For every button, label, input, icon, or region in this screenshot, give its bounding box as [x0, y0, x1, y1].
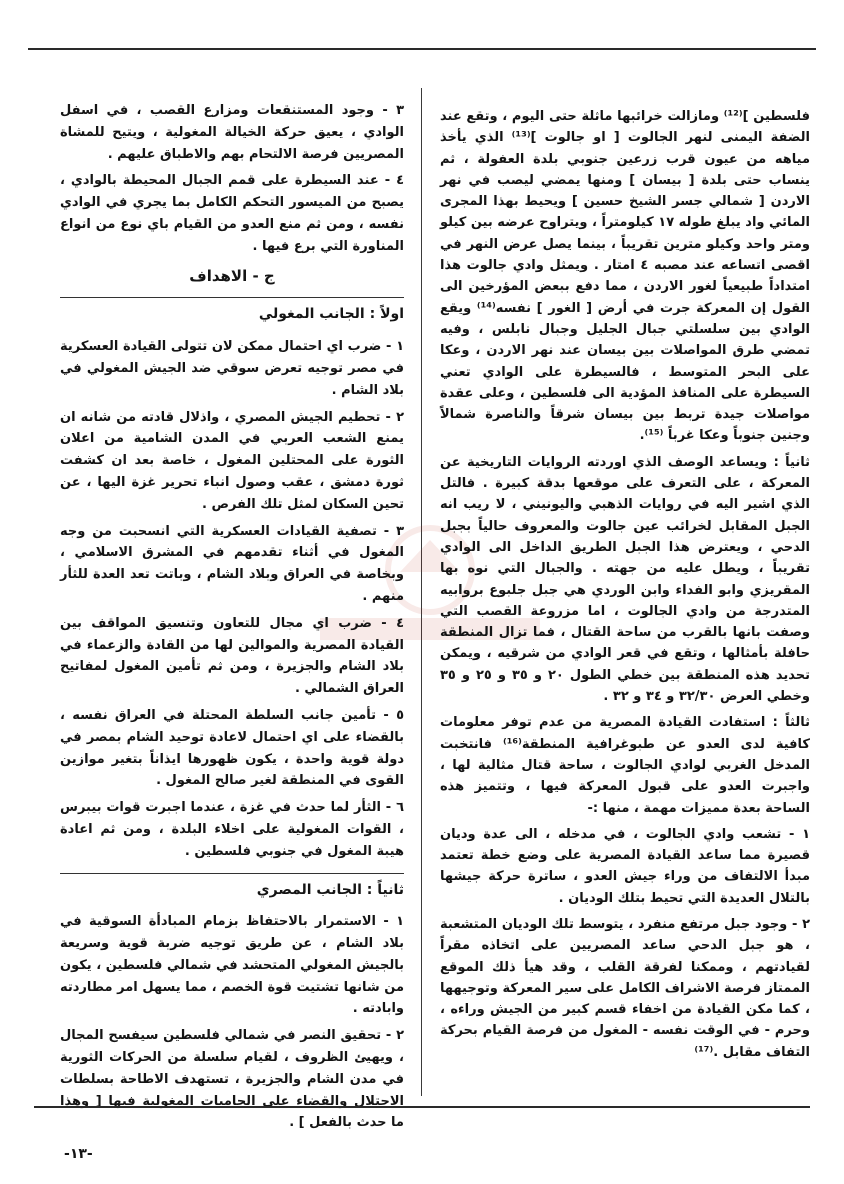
subheading-egyptian-side: ثانياً : الجانب المصري: [60, 873, 404, 902]
page-number: -١٣-: [64, 1146, 93, 1162]
paragraph-location: فلسطين ]⁽¹²⁾ ومازالت خرائبها ماثلة حتى اليوم ، وتقع عند الضفة اليمنى لنهر الجالوت [ او جالوت ]⁽¹³⁾ الذي يأخذ مياهه من عيون قرب زرعين جنوبي بلدة العفولة ، ثم ينساب حتى بلدة [ بيسان ] ومنها يمضي ليصب في نهر الاردن [ شمالي جسر الشيخ حسين ] ويحيط بهذا المجرى المائي واد يبلغ طوله ١٧ كيلومتراً ، ويتراوح عرضه بين كيلو ومتر واحد وكيلو مترين تقريباً ، بينما يصل عرض النهر في اقصى اتساعه عند مصبه ٤ امتار . ويمثل وادي جالوت هذا امتداداً طبيعياً لغور الاردن ، مما دفع ببعض المؤرخين الى القول إن المعركة جرت في أرض [ الغور ] نفسه⁽¹⁴⁾ ويقع الوادي بين سلسلتي جبال الجليل وجبال نابلس ، وفيه تمضي طرق المواصلات بين بيسان عند نهر الاردن ، وعكا على البحر المتوسط ، فالسيطرة على الوادي تعني السيطرة على المنافذ المؤدية الى فلسطين ، وعلى عقدة مواصلات جيدة تربط بين بيسان شرقاً والناصرة شمالاً وجنين جنوباً وعكا غرباً ⁽¹⁵⁾.: [440, 109, 811, 444]
list-item-marshes: ٣ - وجود المستنقعات ومزارع القصب ، في اسفل الوادي ، يعيق حركة الخيالة المغولية ، ويتيح للمشاة المصريين فرصة الالتحام بهم والاطباق عليهم .: [60, 103, 404, 162]
mongol-objective-4: ٤ - ضرب اي مجال للتعاون وتنسيق المواقف بين القيادة المصرية والموالين لها من القادة والزعماء في بلاد الشام والجزيرة ، ومن ثم تأمين المغول لمفاتيح العراق الشمالي .: [60, 615, 404, 697]
list-item-valley-branches: ١ - تشعب وادي الجالوت ، في مدخله ، الى عدة وديان قصيرة مما ساعد القيادة المصرية على وضع خطة تعتمد مبدأ الالتفاف من وراء جيش العدو ، ساترة حركة جيشها بالتلال العديدة التي تحيط بتلك الوديان .: [440, 826, 810, 906]
mongol-objective-1: ١ - ضرب اي احتمال ممكن لان تتولى القيادة العسكرية في مصر توجيه تعرض سوقي ضد الجيش المغولي في بلاد الشام .: [60, 339, 404, 398]
list-item-mountain-peaks: ٤ - عند السيطرة على قمم الجبال المحيطة بالوادي ، يصبح من الميسور التحكم الكامل بما يجري في الوادي نفسه ، ومن ثم منع العدو من القيام باي نوع من انواع المناورة التي برع فيها .: [60, 173, 404, 254]
mongol-objective-2: ٢ - تحطيم الجيش المصري ، واذلال قادته من شانه ان يمنع الشعب العربي في المدن الشامية من اعلان الثورة على المحتلين المغول ، خاصة بعد ان كشفت ثورة دمشق ، عقب وصول انباء تحرير غزة اليها ، عن تحين السكان لمثل تلك الفرص .: [60, 409, 404, 512]
left-column: [60, 100, 404, 1139]
section-heading-objectives: ج - الاهداف: [189, 266, 275, 285]
paragraph-third: [440, 712, 810, 818]
mongol-objective-5: ٥ - تأمين جانب السلطة المحتلة في العراق نفسه ، بالقضاء على اي احتمال لاعادة توحيد الشام بمصر في دولة قوية واحدة ، يكون ظهورها ايذاناً بتغير موازين القوى في المنطقة لغير صالح المغول .: [60, 707, 404, 789]
top-rule: [28, 48, 816, 50]
text-second: ويساعد الوصف الذي اوردته الروايات التاريخية عن المعركة ، على التعرف على موقعها بدقة كبيرة . فالتل الذي اشير اليه في روايات الذهبي واليونيني ، لا ريب انه الجبل المقابل لخرائب عين جالوت والمعروف حالياً بجبل الدحي ، ويعترض هذا الجبل الطريق الداخل الى الوادي تقريباً ، ويطل عليه من جهته . والجبال التي نوه بها المقريزي وابو الفداء وابن الوردي هي جبل جلبوع بروابيه المتدرجة من وادي الجالوت ، اما مزروعة القصب التي وصفت بانها بالقرب من ساحة القتال ، فما تزال المنطقة حافلة بأمثالها ، وتقع في قعر الوادي من شرقيه ، ويمكن تحديد هذه المنطقة بين خطي الطول ٢٠ و ٣٥ و ٢٥ و ٣٥ وخطي العرض ٣٢/٣٠ و ٣٤ و ٣٢ .: [440, 454, 810, 705]
egyptian-objective-2: ٢ - تحقيق النصر في شمالي فلسطين سيفسح المجال ، ويهيئ الظروف ، لقيام سلسلة من الحركات الثورية في مدن الشام والجزيرة ، تستهدف الاطاحة بسلطات الاحتلال والقضاء على الحاميات المغولية فيها [ وهذا ما حدث بالفعل ] .: [60, 1028, 404, 1131]
label-second: ثانياً :: [773, 454, 811, 470]
egyptian-objective-1: ١ - الاستمرار بالاحتفاظ بزمام المبادأة السوقية في بلاد الشام ، عن طريق توجيه ضربة قوية وسريعة بالجيش المغولي المتحشد في شمالي فلسطين ، يكون من شانها تشتيت قوة الخصم ، مما يسهل امر مطاردته وابادته .: [60, 914, 404, 1017]
paragraph-second: [440, 452, 810, 708]
label-third: ثالثاً :: [772, 715, 810, 731]
text-third: استفادت القيادة المصرية من عدم توفر معلومات كافية لدى العدو عن طبوغرافية المنطقة⁽¹⁶⁾ فانتخبت المدخل الغربي لوادي الجالوت ، ساحة قتال مثالية لها ، واجبرت العدو على قبول المعركة فيها ، وتتميز هذه الساحة بعدة مميزات مهمة ، منها :-: [440, 715, 810, 816]
subheading-mongol-side: اولاً : الجانب المغولي: [60, 297, 404, 326]
right-column: [440, 106, 810, 1068]
mongol-objective-6: ٦ - الثأر لما حدث في غزة ، عندما اجبرت قوات بيبرس ، القوات المغولية على اخلاء البلدة ، ومن ثم اعادة هيبة المغول في جنوبي فلسطين .: [60, 800, 404, 859]
column-divider: [421, 88, 422, 1096]
mongol-objective-3: ٣ - تصفية القيادات العسكرية التي انسحبت من وجه المغول في أثناء تقدمهم في المشرق الاسلامي ، وبخاصة في العراق وبلاد الشام ، وباتت تعد العدة للثأر منهم .: [60, 523, 404, 604]
bottom-rule: [34, 1106, 810, 1108]
list-item-dahi-mountain: ٢ - وجود جبل مرتفع منفرد ، يتوسط تلك الوديان المتشعبة ، هو جبل الدحي ساعد المصريين على اتخاذه مقراً لقيادتهم ، وممكنا لفرقة القلب ، وقد هيأ ذلك الموقع الممتاز فرصة الاشراف الكامل على سير المعركة وتوجيهها ، كما مكن القيادة من اخفاء قسم كبير من الجيش وراءه ، وحرم - في الوقت نفسه - المغول من فرصة القيام بحركة التفاف مقابل .⁽¹⁷⁾: [440, 916, 810, 1060]
